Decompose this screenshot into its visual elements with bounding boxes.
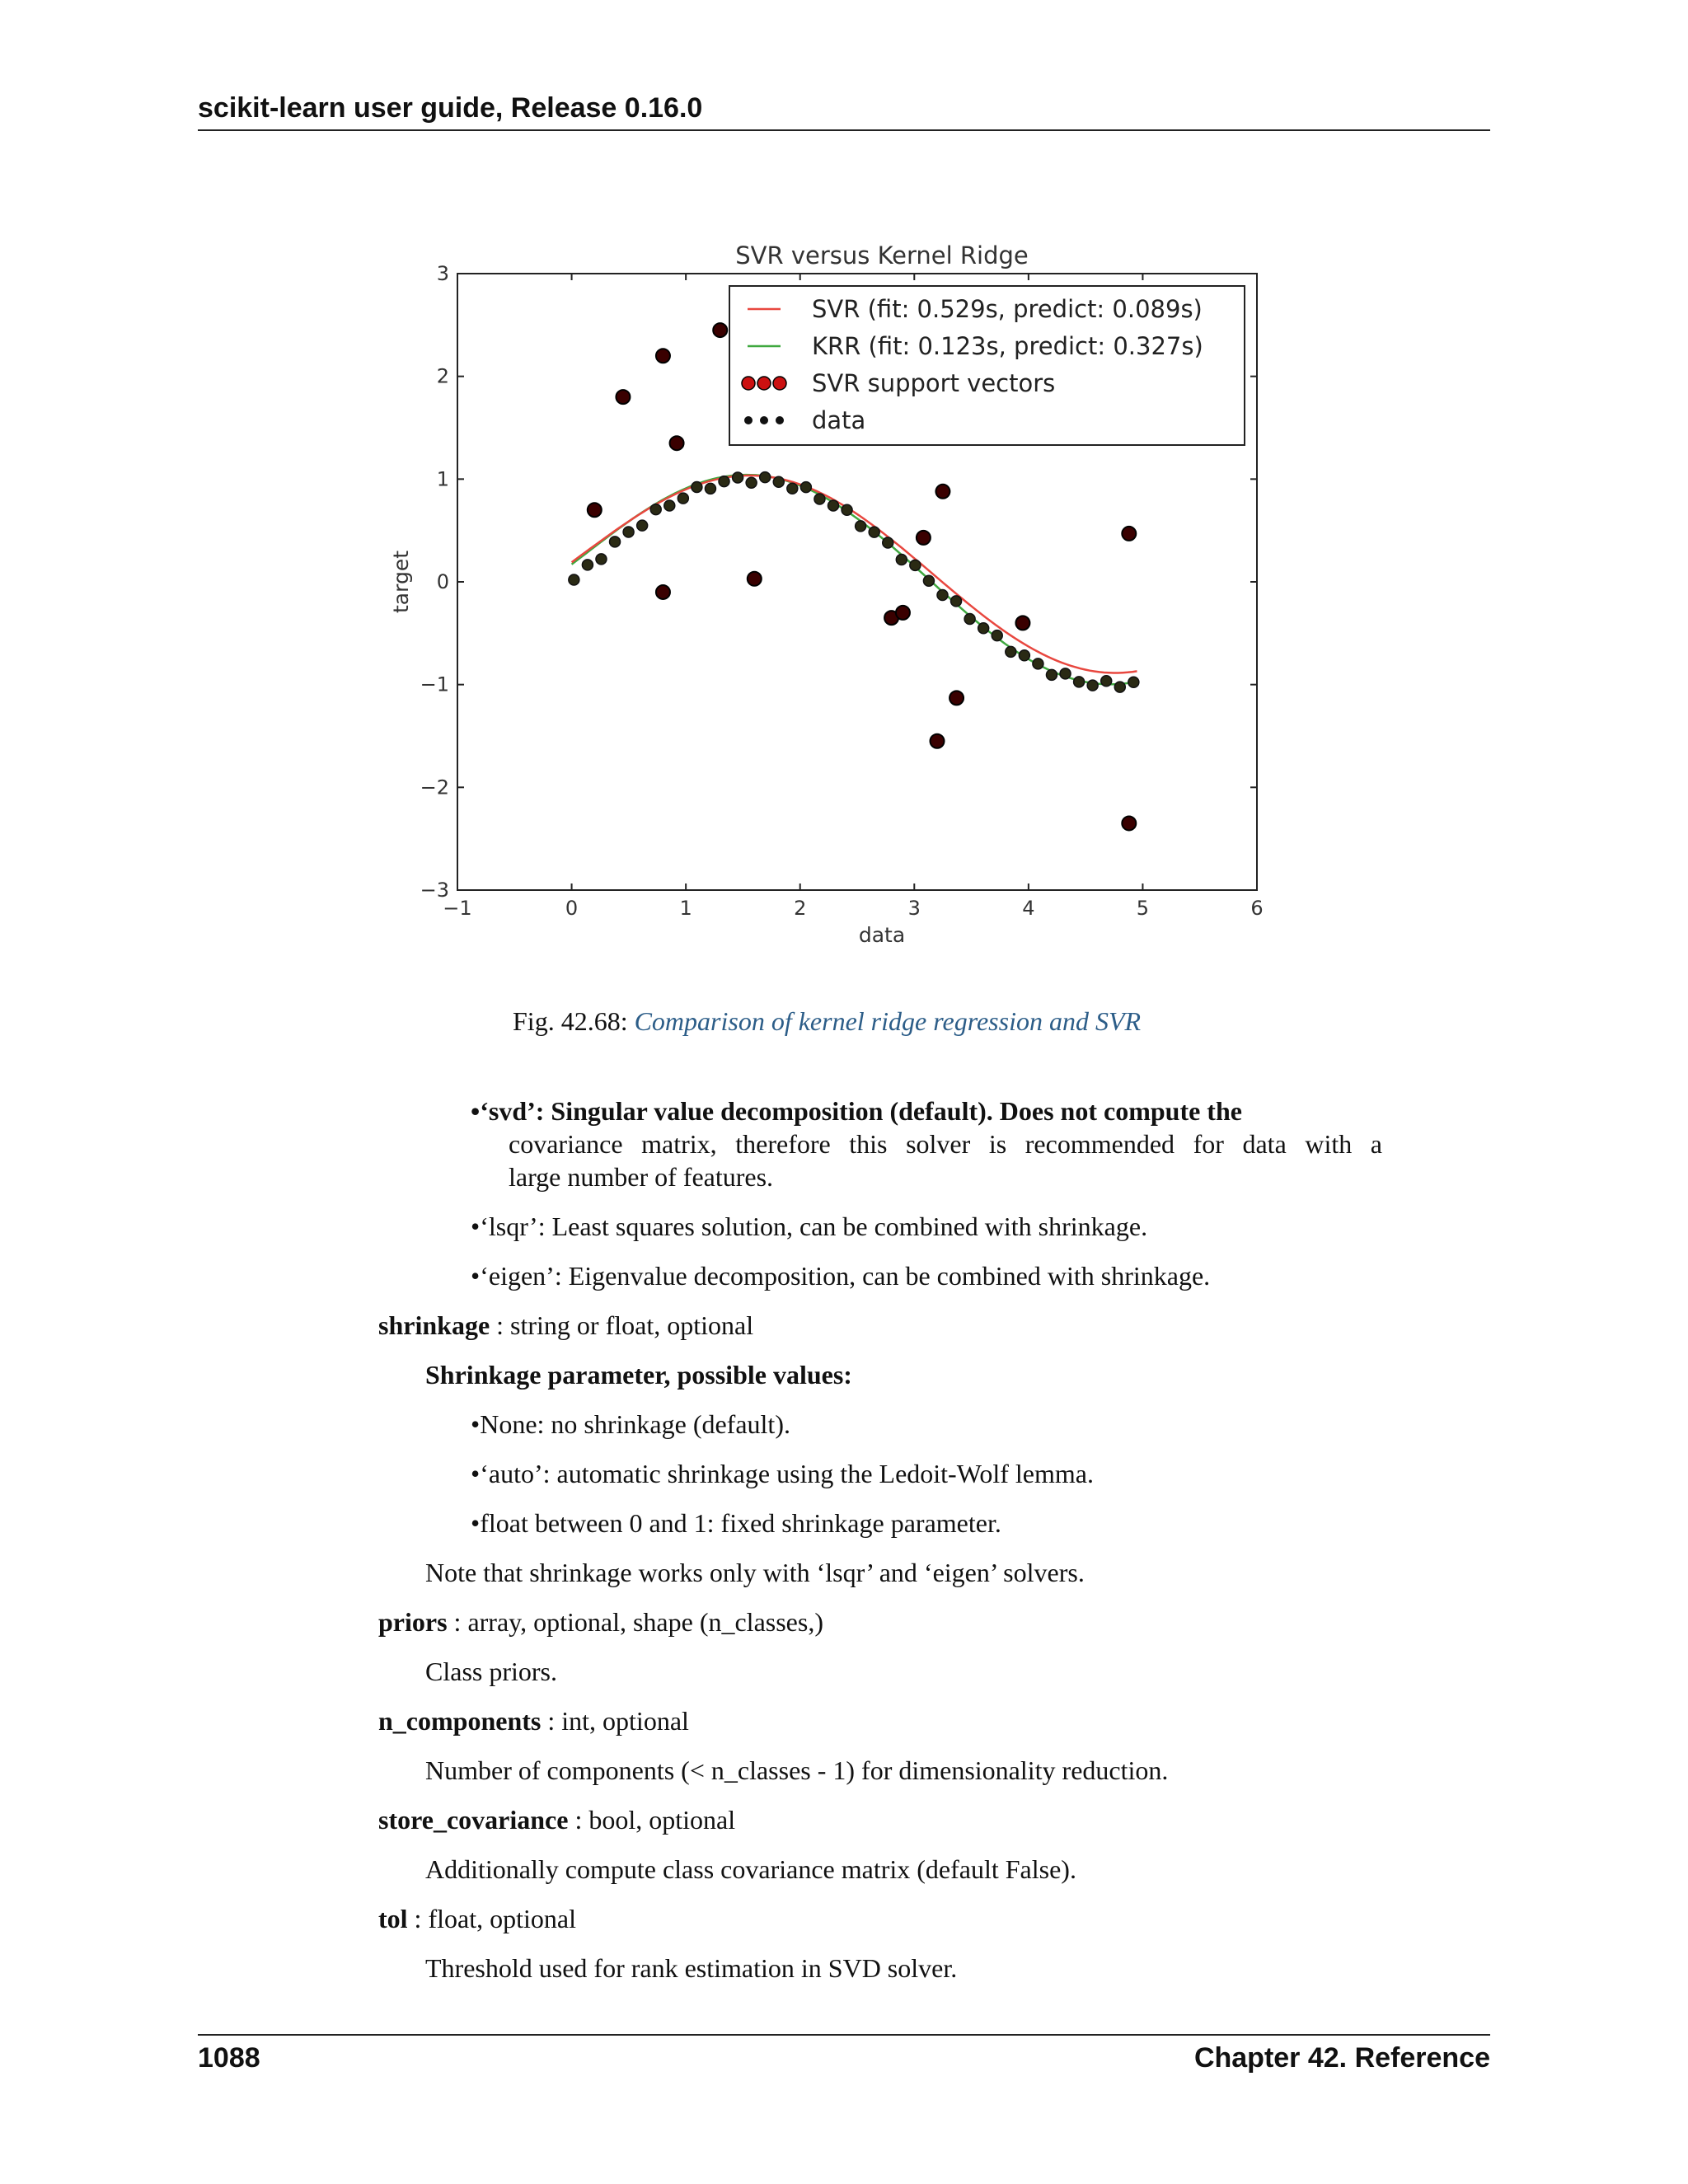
data-point bbox=[678, 493, 688, 504]
support-vector-point bbox=[1015, 616, 1029, 630]
x-tick-label: −1 bbox=[443, 897, 472, 920]
support-vector-point bbox=[713, 323, 727, 337]
support-vector-point bbox=[748, 572, 762, 586]
legend-entry: data bbox=[812, 406, 866, 434]
y-axis-label: target bbox=[389, 550, 413, 614]
param-tol-type: : float, optional bbox=[407, 1904, 576, 1933]
shrinkage-values-heading: Shrinkage parameter, possible values: bbox=[425, 1360, 852, 1390]
param-tol-name: tol bbox=[378, 1904, 408, 1933]
data-point bbox=[582, 560, 593, 570]
param-store-covariance-name: store_covariance bbox=[378, 1805, 569, 1835]
data-point bbox=[719, 476, 729, 487]
data-point bbox=[800, 482, 811, 493]
footer-chapter: Chapter 42. Reference bbox=[1193, 2042, 1490, 2074]
data-point bbox=[869, 527, 879, 537]
shrinkage-note: Note that shrinkage works only with ‘lsqr’ and ‘eigen’ solvers. bbox=[425, 1558, 1085, 1587]
legend-entry: KRR (fit: 0.123s, predict: 0.327s) bbox=[812, 332, 1203, 360]
svd-item-line-2: covariance matrix, therefore this solver is recommended for data with a bbox=[509, 1129, 1382, 1159]
data-point bbox=[746, 477, 757, 488]
data-point bbox=[951, 596, 962, 607]
shrinkage-auto-item: •‘auto’: automatic shrinkage using the Ledoit-Wolf lemma. bbox=[471, 1459, 1094, 1488]
caption-label: Fig. 42.68: bbox=[513, 1006, 628, 1036]
data-point bbox=[623, 527, 634, 537]
support-vector-point bbox=[935, 485, 950, 499]
store-covariance-description: Additionally compute class covariance matrix (default False). bbox=[425, 1854, 1076, 1884]
data-point bbox=[1046, 669, 1057, 680]
data-point bbox=[910, 560, 921, 570]
data-point bbox=[692, 481, 702, 492]
y-tick-label: 2 bbox=[436, 364, 449, 388]
data-point bbox=[856, 521, 866, 532]
data-point bbox=[1006, 646, 1016, 657]
param-shrinkage-type: : string or float, optional bbox=[490, 1310, 754, 1340]
legend-data-marker bbox=[776, 416, 784, 424]
x-tick-label: 5 bbox=[1136, 897, 1150, 920]
param-n-components-name: n_components bbox=[378, 1706, 542, 1736]
support-vector-point bbox=[950, 691, 964, 705]
y-tick-label: −1 bbox=[420, 673, 449, 696]
svd-item-heading: •‘svd’: Singular value decomposition (default). Does not compute the bbox=[471, 1096, 1242, 1126]
header-rule bbox=[198, 129, 1490, 131]
data-point bbox=[596, 554, 607, 565]
data-point bbox=[1019, 650, 1029, 661]
support-vector-point bbox=[588, 503, 602, 517]
data-point bbox=[637, 520, 648, 531]
legend-entry: SVR support vectors bbox=[812, 369, 1056, 397]
data-point bbox=[978, 623, 989, 634]
support-vector-point bbox=[616, 390, 630, 404]
data-point bbox=[992, 630, 1002, 641]
data-point bbox=[1101, 676, 1112, 687]
page-header-title: scikit-learn user guide, Release 0.16.0 bbox=[198, 92, 703, 124]
x-tick-label: 0 bbox=[565, 897, 579, 920]
param-priors-name: priors bbox=[378, 1607, 448, 1637]
data-point bbox=[787, 483, 798, 494]
data-point bbox=[1033, 658, 1043, 669]
svd-item-line-3: large number of features. bbox=[509, 1162, 774, 1192]
param-tol bbox=[378, 1902, 576, 1935]
footer-rule bbox=[198, 2034, 1490, 2036]
legend-support-vector-marker bbox=[773, 377, 786, 390]
data-point bbox=[937, 590, 948, 601]
eigen-item: •‘eigen’: Eigenvalue decomposition, can be combined with shrinkage. bbox=[471, 1261, 1211, 1291]
data-point bbox=[1087, 680, 1098, 691]
figure-caption bbox=[513, 1006, 1141, 1037]
data-point bbox=[569, 574, 579, 585]
support-vector-point bbox=[656, 349, 670, 363]
support-vector-point bbox=[917, 531, 931, 545]
data-point bbox=[814, 494, 825, 504]
legend-data-marker bbox=[744, 416, 753, 424]
x-tick-label: 4 bbox=[1022, 897, 1035, 920]
x-tick-label: 1 bbox=[679, 897, 692, 920]
support-vector-point bbox=[656, 585, 670, 599]
tol-description: Threshold used for rank estimation in SVD solver. bbox=[425, 1953, 958, 1983]
legend-support-vector-marker bbox=[742, 377, 755, 390]
data-point bbox=[610, 537, 621, 547]
shrinkage-float-item: •float between 0 and 1: fixed shrinkage parameter. bbox=[471, 1508, 1001, 1538]
y-tick-label: −2 bbox=[420, 776, 449, 799]
data-point bbox=[1114, 682, 1125, 692]
param-n-components bbox=[378, 1704, 689, 1737]
support-vector-point bbox=[670, 436, 684, 450]
y-tick-label: −3 bbox=[420, 879, 449, 902]
param-n-components-type: : int, optional bbox=[541, 1706, 689, 1736]
n-components-description: Number of components (< n_classes - 1) for dimensionality reduction. bbox=[425, 1755, 1169, 1785]
data-point bbox=[733, 472, 743, 483]
data-point bbox=[664, 500, 675, 511]
x-tick-label: 3 bbox=[907, 897, 921, 920]
param-priors bbox=[378, 1605, 823, 1638]
support-vector-point bbox=[896, 606, 910, 620]
priors-description: Class priors. bbox=[425, 1657, 557, 1686]
support-vector-point bbox=[1122, 816, 1136, 830]
data-point bbox=[705, 483, 715, 494]
param-store-covariance-type: : bool, optional bbox=[568, 1805, 736, 1835]
y-tick-label: 0 bbox=[436, 570, 449, 593]
svr-vs-krr-chart bbox=[375, 237, 1286, 954]
support-vector-point bbox=[931, 734, 945, 748]
data-point bbox=[883, 537, 893, 548]
lsqr-item: •‘lsqr’: Least squares solution, can be combined with shrinkage. bbox=[471, 1212, 1148, 1241]
legend-support-vector-marker bbox=[757, 377, 771, 390]
y-tick-label: 3 bbox=[436, 262, 449, 285]
legend-data-marker bbox=[760, 416, 768, 424]
x-tick-label: 6 bbox=[1250, 897, 1264, 920]
support-vector-point bbox=[1122, 527, 1136, 541]
data-point bbox=[1074, 677, 1085, 687]
data-point bbox=[896, 555, 907, 565]
legend-entry: SVR (fit: 0.529s, predict: 0.089s) bbox=[812, 295, 1203, 323]
data-point bbox=[1060, 668, 1071, 679]
param-store-covariance bbox=[378, 1803, 735, 1836]
x-tick-label: 2 bbox=[794, 897, 807, 920]
data-point bbox=[1128, 677, 1139, 687]
param-priors-type: : array, optional, shape (n_classes,) bbox=[447, 1607, 823, 1637]
chart-title: SVR versus Kernel Ridge bbox=[735, 241, 1029, 269]
param-shrinkage bbox=[378, 1309, 753, 1342]
footer-page-number: 1088 bbox=[198, 2042, 260, 2074]
shrinkage-none-item: •None: no shrinkage (default). bbox=[471, 1409, 790, 1439]
data-point bbox=[650, 504, 661, 515]
y-tick-label: 1 bbox=[436, 467, 449, 491]
data-point bbox=[760, 472, 771, 483]
param-shrinkage-name: shrinkage bbox=[378, 1310, 490, 1340]
data-point bbox=[828, 500, 839, 511]
x-axis-label: data bbox=[858, 923, 906, 947]
data-point bbox=[964, 613, 975, 624]
caption-link[interactable]: Comparison of kernel ridge regression and SVR bbox=[634, 1006, 1142, 1036]
data-point bbox=[923, 575, 934, 586]
data-point bbox=[842, 504, 852, 515]
data-point bbox=[773, 476, 784, 487]
